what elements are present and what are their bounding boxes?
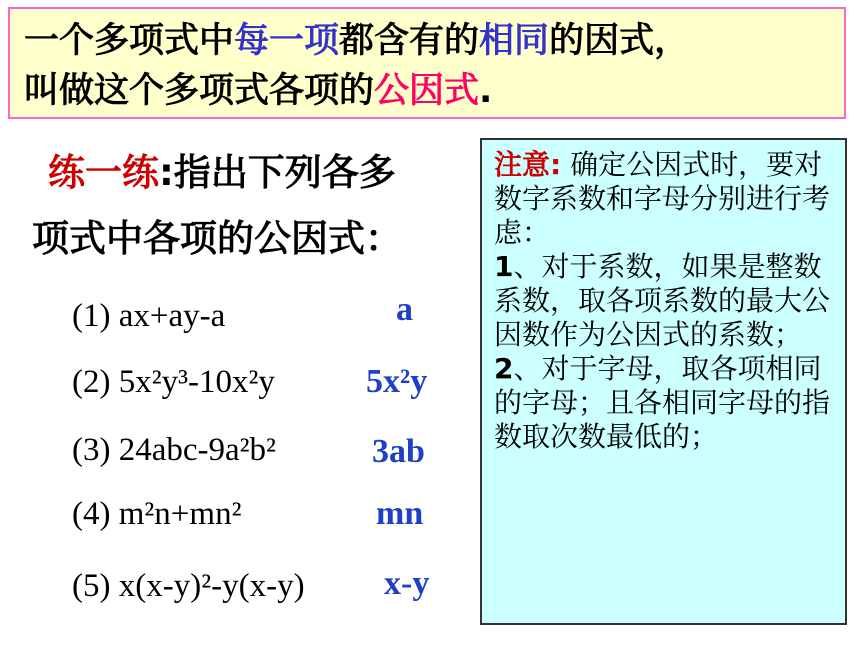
definition-text: 的因式，	[549, 21, 690, 61]
definition-period: .	[479, 71, 493, 111]
problem-expression: m²n+mn²	[118, 496, 242, 532]
definition-line-2	[24, 69, 492, 113]
answer-2: 5x²y	[366, 363, 428, 400]
problem-number: (1)	[72, 298, 111, 334]
practice-label: 练一练	[48, 151, 159, 194]
note-intro-text: 确定公因式时，要对数字系数和字母分别进行考虑：	[494, 148, 831, 249]
practice-subtitle: 项式中各项的公因式：	[32, 217, 402, 260]
practice-title	[48, 150, 396, 196]
note-title: 注意	[494, 148, 551, 181]
problem-3	[72, 430, 276, 470]
note-box	[480, 138, 847, 625]
problem-expression: x(x-y)²-y(x-y)	[118, 568, 305, 604]
answer-5: x-y	[384, 565, 430, 602]
definition-text: 都含有的	[339, 21, 480, 61]
note-item-1	[494, 250, 835, 352]
note-item-number: 1	[494, 250, 514, 283]
answer-4: mn	[376, 495, 424, 532]
definition-text: 叫做这个多项式各项的	[24, 71, 375, 111]
definition-text: 一个多项式中	[24, 21, 235, 61]
note-item-2	[494, 352, 835, 454]
problem-number: (4)	[72, 496, 111, 532]
problem-expression: 5x²y³-10x²y	[118, 364, 275, 400]
definition-line-1	[24, 19, 689, 63]
definition-highlight-each-term: 每一项	[234, 21, 340, 61]
problem-number: (3)	[72, 432, 111, 468]
practice-instruction: 指出下列各多	[173, 151, 396, 194]
note-item-number: 2	[494, 352, 514, 385]
answer-1: a	[396, 291, 413, 328]
problem-5	[72, 566, 305, 606]
answer-3: 3ab	[372, 433, 425, 470]
problem-expression: ax+ay-a	[118, 298, 226, 334]
definition-highlight-same: 相同	[479, 21, 550, 61]
problem-1	[72, 296, 225, 336]
problem-number: (5)	[72, 568, 111, 604]
note-intro	[494, 148, 835, 250]
note-item-text: 、对于字母，取各项相同的字母；且各相同字母的指数取次数最低的；	[494, 352, 831, 453]
note-colon: :	[550, 148, 562, 181]
problem-4	[72, 494, 241, 534]
problem-2	[72, 362, 275, 402]
problem-expression: 24abc-9a²b²	[118, 432, 276, 468]
definition-highlight-common-factor: 公因式	[374, 71, 480, 111]
practice-colon: :	[159, 151, 174, 194]
note-item-text: 、对于系数，如果是整数系数，取各项系数的最大公因数作为公因式的系数；	[494, 250, 831, 351]
problem-number: (2)	[72, 364, 111, 400]
definition-box	[8, 7, 846, 119]
